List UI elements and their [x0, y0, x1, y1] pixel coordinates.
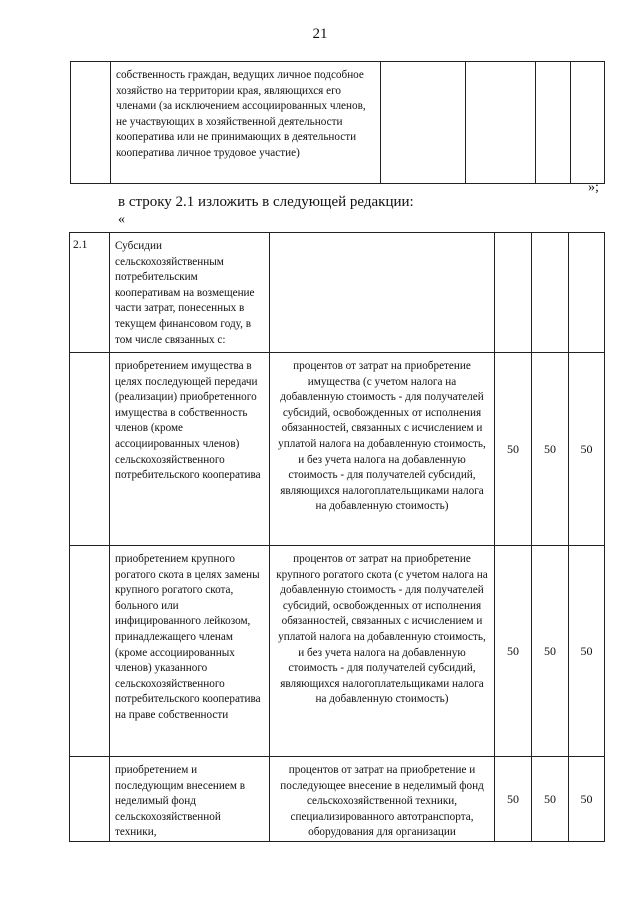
- page-number: 21: [312, 26, 328, 42]
- row-rate: [270, 233, 495, 353]
- row-number: 2.1: [70, 233, 110, 353]
- row-value: [569, 233, 605, 353]
- table-row: [70, 353, 605, 546]
- opening-quote: «: [118, 212, 125, 227]
- table-main: [69, 232, 605, 842]
- row-value: 50: [532, 757, 569, 842]
- table-cell: [571, 62, 605, 184]
- table-row: [71, 62, 605, 184]
- table-row: [70, 757, 605, 842]
- row-number: [70, 757, 110, 842]
- row-number: [70, 546, 110, 757]
- table-top: [70, 61, 605, 184]
- row-subject: приобретением имущества в целях последующей передачи (реализации) приобретенного имущества в собственность членов (кроме ассоциированных членов) сельскохозяйственного потребительского кооператива: [110, 353, 270, 546]
- row-subject: приобретением и последующим внесением в неделимый фонд сельскохозяйственной техники,: [110, 757, 270, 842]
- row-value: 50: [495, 757, 532, 842]
- row-rate: процентов от затрат на приобретение и последующее внесение в неделимый фонд сельскохозяйственной техники, специализированного автотранспорта, оборудования для организации: [270, 757, 495, 842]
- row-value: 50: [495, 353, 532, 546]
- instruction-text: в строку 2.1 изложить в следующей редакции:: [118, 194, 414, 210]
- table-cell: [71, 62, 111, 184]
- table-cell: [536, 62, 571, 184]
- row-value: 50: [495, 546, 532, 757]
- row-value: 50: [532, 353, 569, 546]
- table-cell-description: собственность граждан, ведущих личное подсобное хозяйство на территории края, являющихся его членами (за исключением ассоциированных членов, не участвующих в хозяйственной деятельности кооператива или не принимающих в деятельности кооператива личное трудовое участие): [111, 62, 381, 184]
- row-value: 50: [532, 546, 569, 757]
- row-value: [532, 233, 569, 353]
- row-subject: приобретением крупного рогатого скота в целях замены крупного рогатого скота, больного или инфицированного лейкозом, принадлежащего членам (кроме ассоциированных членов) указанного сельскохозяйственного потребительского кооператива на праве собственности: [110, 546, 270, 757]
- table-cell: [381, 62, 466, 184]
- row-rate: процентов от затрат на приобретение крупного рогатого скота (с учетом налога на добавленную стоимость - для получателей субсидий, освобожденных от исполнения обязанностей, связанных с исчислением и уплатой налога на добавленную стоимость, и без учета налога на добавленную стоимость - для получателей субсидий, являющихся налогоплательщиками налога на добавленную стоимость): [270, 546, 495, 757]
- row-number: [70, 353, 110, 546]
- row-value: 50: [569, 353, 605, 546]
- table-row: [70, 233, 605, 353]
- row-value: 50: [569, 757, 605, 842]
- table-cell: [466, 62, 536, 184]
- closing-quote: »;: [588, 180, 599, 195]
- row-value: [495, 233, 532, 353]
- row-rate: процентов от затрат на приобретение имущества (с учетом налога на добавленную стоимость - для получателей субсидий, освобожденных от исполнения обязанностей, связанных с исчислением и уплатой налога на добавленную стоимость, и без учета налога на добавленную стоимость - для получателей субсидий, являющихся налогоплательщиками налога на добавленную стоимость): [270, 353, 495, 546]
- row-value: 50: [569, 546, 605, 757]
- row-subject: Субсидии сельскохозяйственным потребительским кооперативам на возмещение части затрат, понесенных в текущем финансовом году, в том числе связанных с:: [110, 233, 270, 353]
- table-row: [70, 546, 605, 757]
